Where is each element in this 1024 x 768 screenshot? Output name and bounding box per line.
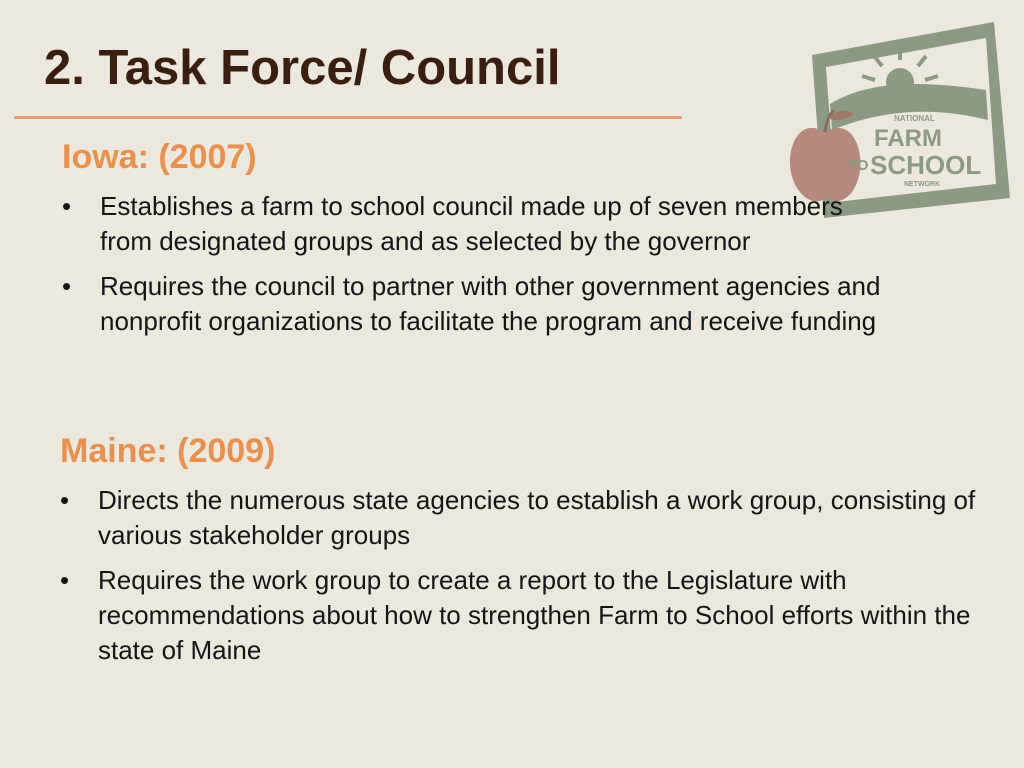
logo-text-school: SCHOOL — [870, 150, 982, 180]
bullet-marker: • — [60, 565, 70, 595]
bullet-item — [60, 563, 1014, 668]
bullet-text: Establishes a farm to school council made up of seven members from designated groups and as selected by the governor — [100, 191, 843, 256]
bullet-item — [62, 269, 890, 339]
section-maine — [0, 432, 1024, 678]
bullet-marker: • — [60, 485, 70, 515]
logo-text-farm: FARM — [874, 125, 942, 152]
section-iowa — [0, 138, 1024, 349]
logo-text-network: NETWORK — [904, 181, 941, 188]
logo-text-to: TO — [848, 157, 869, 174]
section-heading-maine: Maine: (2009) — [60, 432, 276, 470]
bullet-text: Requires the council to partner with other government agencies and nonprofit organizations to facilitate the program and receive funding — [100, 271, 881, 336]
bullet-item — [60, 483, 1014, 553]
logo-text-national: NATIONAL — [894, 114, 935, 123]
bullet-list-iowa — [62, 189, 890, 339]
section-heading-iowa: Iowa: (2007) — [62, 138, 257, 176]
bullet-marker: • — [62, 271, 72, 301]
bullet-list-maine — [60, 483, 1014, 668]
slide-title: 2. Task Force/ Council — [44, 41, 561, 95]
bullet-text: Directs the numerous state agencies to establish a work group, consisting of various stakeholder groups — [98, 485, 976, 550]
bullet-marker: • — [62, 191, 72, 221]
bullet-item — [62, 189, 890, 259]
bullet-text: Requires the work group to create a report to the Legislature with recommendations about how to strengthen Farm to School efforts within the state of Maine — [98, 565, 971, 665]
title-underline — [14, 116, 682, 119]
